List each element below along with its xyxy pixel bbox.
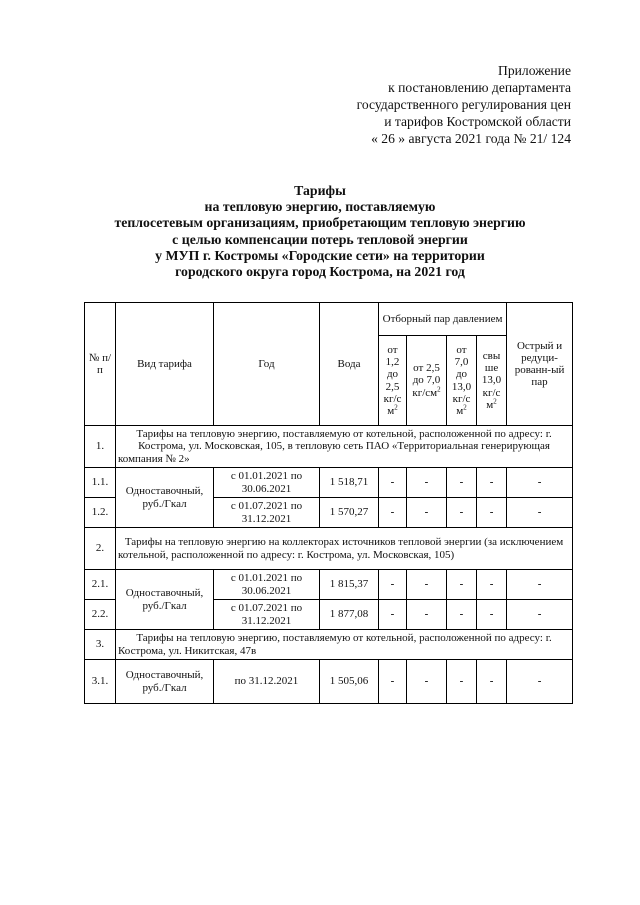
water-value: 1 570,27 — [320, 498, 379, 528]
pressure-2-value: - — [407, 600, 447, 630]
pressure-1-value: - — [379, 570, 407, 600]
row-num: 1.2. — [85, 498, 116, 528]
appendix-line: и тарифов Костромской области — [384, 114, 571, 129]
pressure-1-value: - — [379, 660, 407, 704]
section-row — [85, 528, 573, 570]
pressure-2-value: - — [407, 468, 447, 498]
pressure-3-value: - — [447, 660, 477, 704]
header-row — [85, 303, 573, 336]
sharp-steam-value: - — [507, 468, 573, 498]
water-value: 1 518,71 — [320, 468, 379, 498]
pressure-1-value: - — [379, 468, 407, 498]
header-pressure-4: свы ше 13,0 кг/с $м^2$ — [477, 336, 507, 426]
section-num: 2. — [85, 528, 116, 570]
section-text: Тарифы на тепловую энергию, поставляемую от котельной, расположенной по адресу: г. Кострома, ул. Московская, 105, в тепловую сеть ПАО «Территориальная генерирующая компания № 2» — [116, 426, 573, 468]
sharp-steam-value: - — [507, 570, 573, 600]
tariff-type: Одноставочный, руб./Гкал — [116, 468, 214, 528]
row-num: 2.1. — [85, 570, 116, 600]
pressure-2-value: - — [407, 660, 447, 704]
pressure-1-value: - — [379, 600, 407, 630]
row-num: 3.1. — [85, 660, 116, 704]
header-type: Вид тарифа — [116, 303, 214, 426]
title-line: городского округа город Кострома, на 2021 год — [175, 264, 465, 280]
pressure-3-value: - — [447, 600, 477, 630]
title-line: на тепловую энергию, поставляемую — [204, 199, 436, 215]
water-value: 1 877,08 — [320, 600, 379, 630]
period: по 31.12.2021 — [214, 660, 320, 704]
pressure-3-value: - — [447, 468, 477, 498]
pressure-1-value: - — [379, 498, 407, 528]
appendix-line: « 26 » августа 2021 года № 21/ 124 — [371, 131, 571, 146]
title-line: Тарифы — [294, 183, 346, 198]
period: с 01.01.2021 по 30.06.2021 — [214, 570, 320, 600]
section-row — [85, 630, 573, 660]
sharp-steam-value: - — [507, 660, 573, 704]
appendix-block — [357, 62, 571, 147]
header-steam-group: Отборный пар давлением — [379, 303, 507, 336]
header-water: Вода — [320, 303, 379, 426]
pressure-2-value: - — [407, 498, 447, 528]
title-line: теплосетевым организациям, приобретающим тепловую энергию — [114, 215, 526, 231]
header-sharp-steam: Острый и редуци-рованн-ый пар — [507, 303, 573, 426]
section-num: 3. — [85, 630, 116, 660]
table-row — [85, 660, 573, 704]
pressure-3-value: - — [447, 498, 477, 528]
period: с 01.07.2021 по 31.12.2021 — [214, 600, 320, 630]
document-title — [0, 183, 640, 280]
pressure-2-value: - — [407, 570, 447, 600]
tariff-type: Одноставочный, руб./Гкал — [116, 570, 214, 630]
appendix-line: к постановлению департамента — [388, 80, 571, 95]
pressure-4-value: - — [477, 498, 507, 528]
period: с 01.01.2021 по 30.06.2021 — [214, 468, 320, 498]
section-row — [85, 426, 573, 468]
section-num: 1. — [85, 426, 116, 468]
water-value: 1 505,06 — [320, 660, 379, 704]
header-pressure-3: от 7,0 до 13,0 кг/с $м^2$ — [447, 336, 477, 426]
sharp-steam-value: - — [507, 600, 573, 630]
title-line: у МУП г. Костромы «Городские сети» на территории — [155, 247, 485, 263]
header-pressure-2: от 2,5 до 7,0 $кг/см^2$ — [407, 336, 447, 426]
table-row — [85, 570, 573, 600]
table-row — [85, 468, 573, 498]
section-text: Тарифы на тепловую энергию, поставляемую от котельной, расположенной по адресу: г. Кострома, ул. Никитская, 47в — [116, 630, 573, 660]
header-pressure-1: от 1,2 до 2,5 кг/с $м^2$ — [379, 336, 407, 426]
header-num: № п/п — [85, 303, 116, 426]
row-num: 2.2. — [85, 600, 116, 630]
section-text: Тарифы на тепловую энергию на коллекторах источников тепловой энергии (за исключением котельной, расположенной по адресу: г. Кострома, ул. Московская, 105) — [116, 528, 573, 570]
row-num: 1.1. — [85, 468, 116, 498]
sharp-steam-value: - — [507, 498, 573, 528]
period: с 01.07.2021 по 31.12.2021 — [214, 498, 320, 528]
tariff-type: Одноставочный, руб./Гкал — [116, 660, 214, 704]
header-year: Год — [214, 303, 320, 426]
appendix-line: государственного регулирования цен — [356, 97, 571, 112]
title-line: с целью компенсации потерь тепловой энергии — [172, 231, 468, 247]
pressure-3-value: - — [447, 570, 477, 600]
appendix-line: Приложение — [498, 63, 571, 78]
water-value: 1 815,37 — [320, 570, 379, 600]
pressure-4-value: - — [477, 570, 507, 600]
pressure-4-value: - — [477, 600, 507, 630]
pressure-4-value: - — [477, 660, 507, 704]
tariff-table — [84, 302, 573, 704]
pressure-4-value: - — [477, 468, 507, 498]
